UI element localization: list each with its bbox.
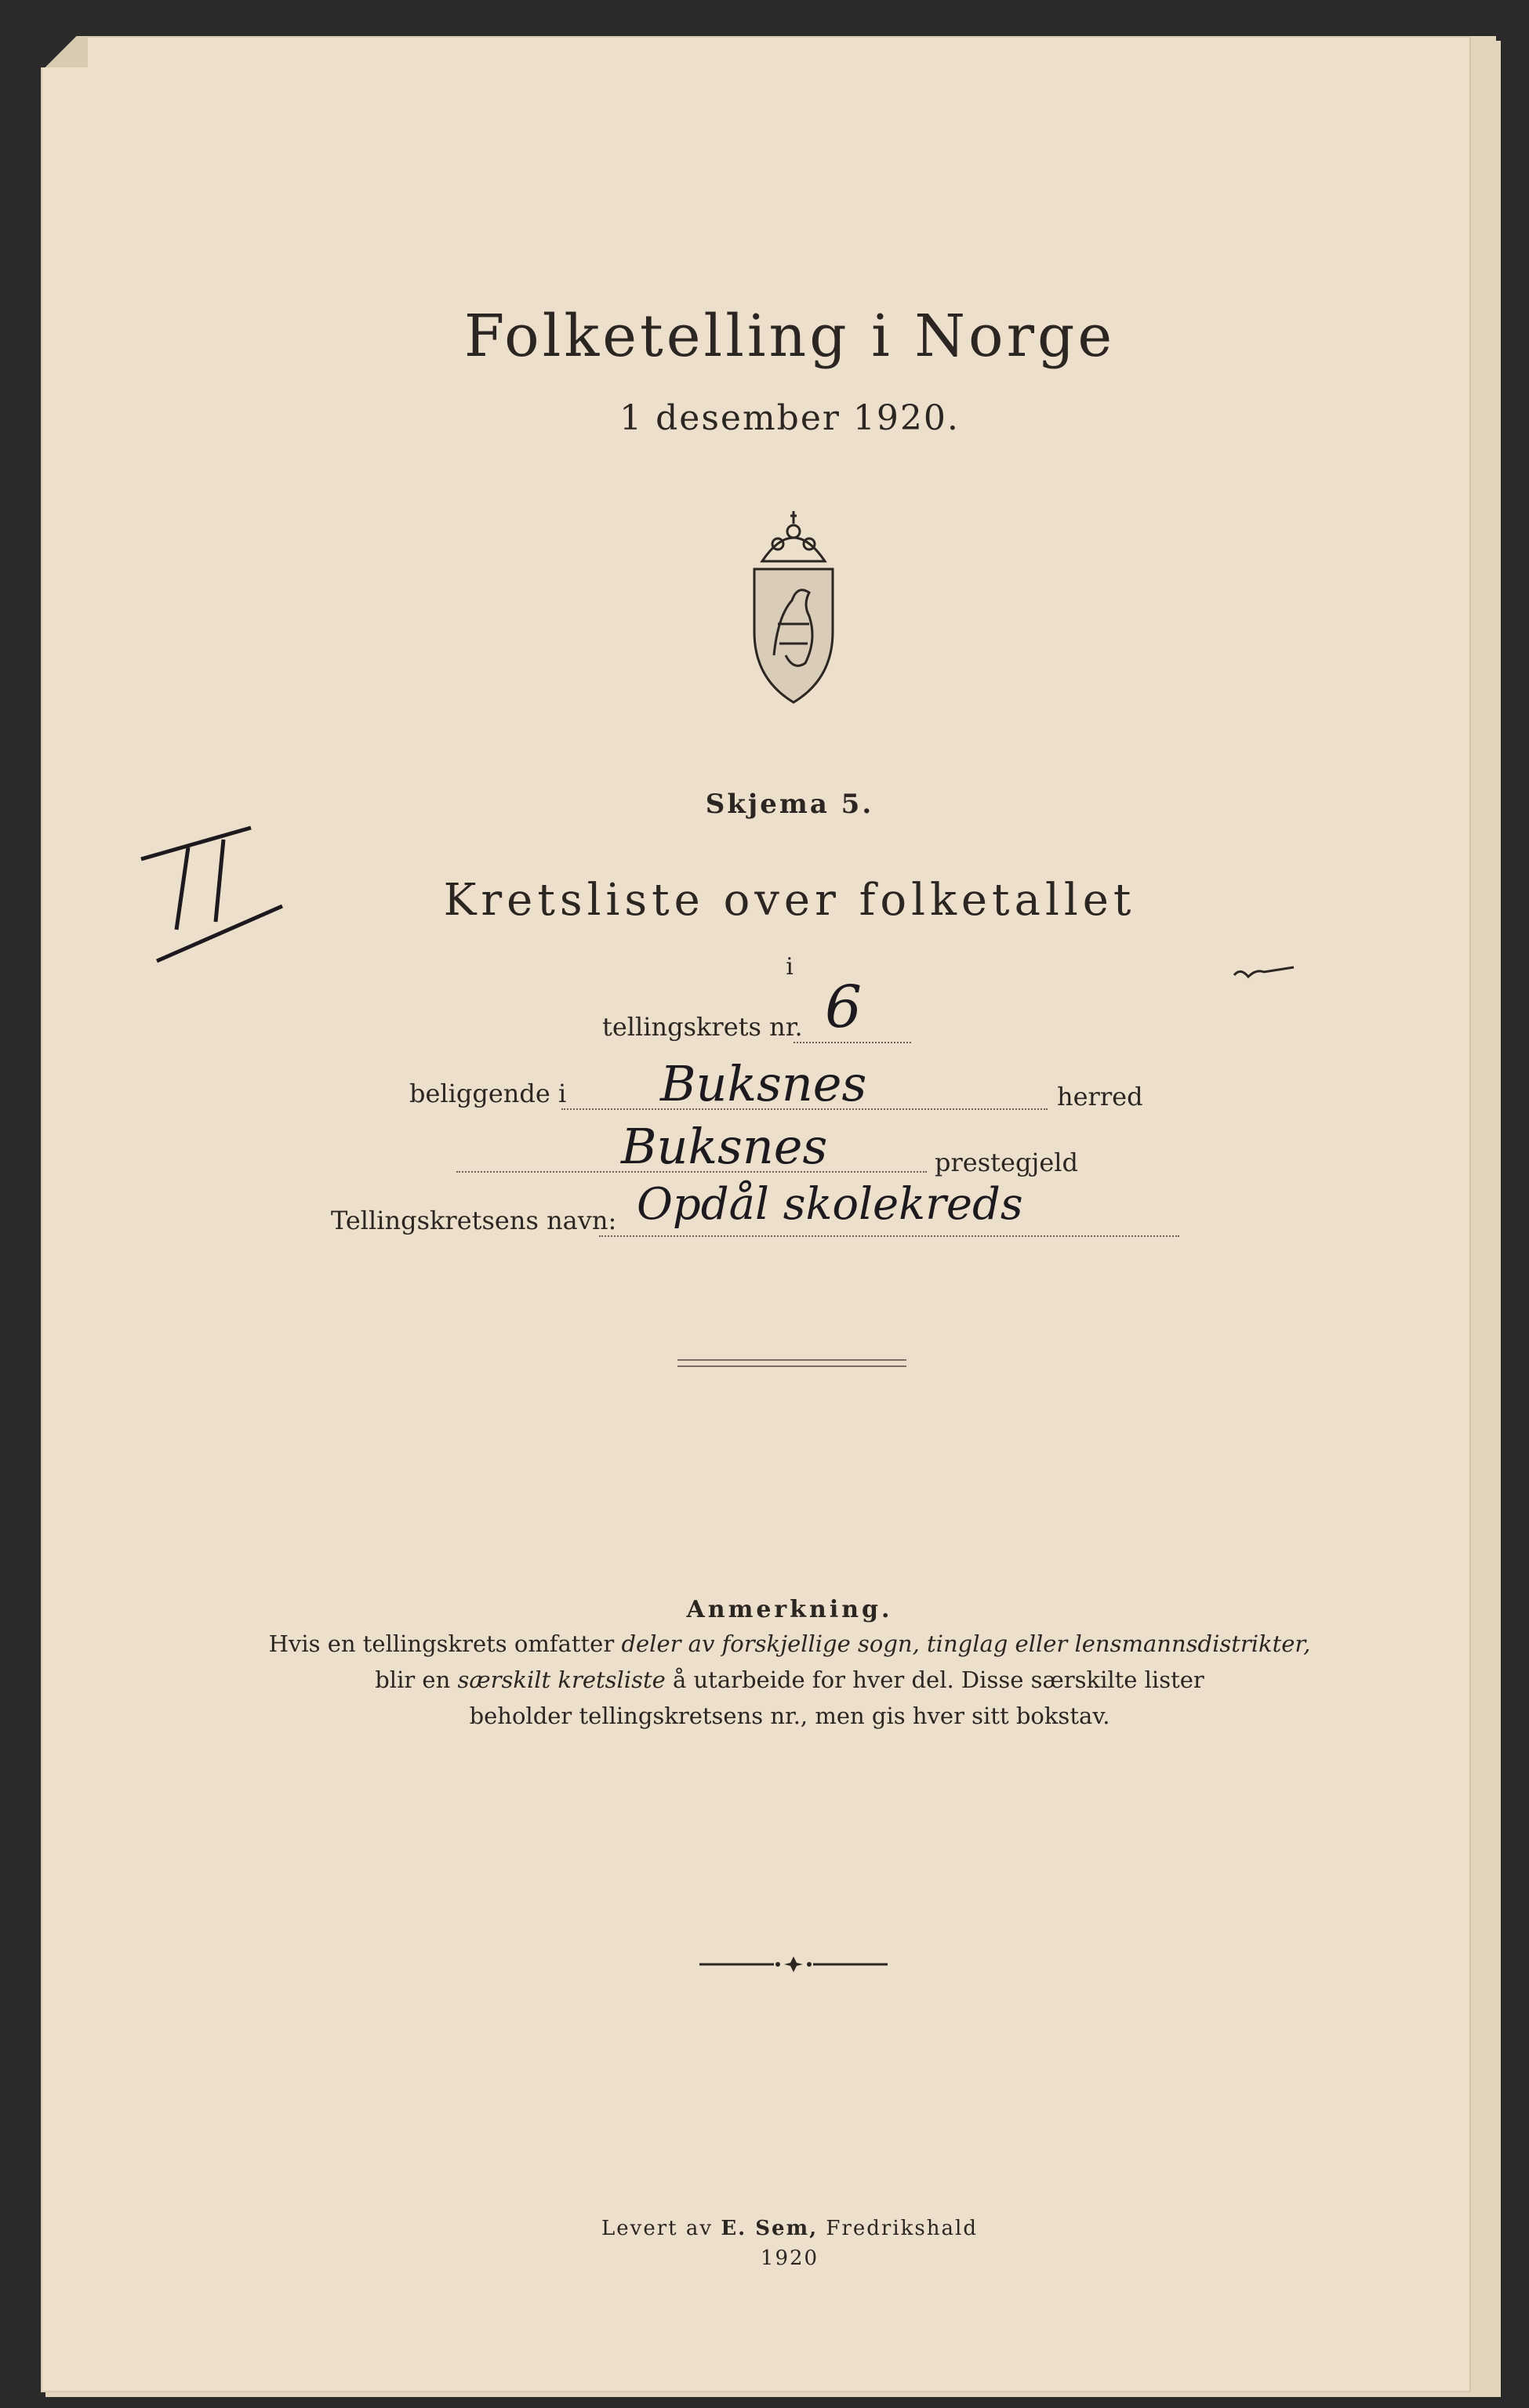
note-line-2-text-b: å utarbeide for hver del. Disse særskilte lister (665, 1666, 1204, 1693)
navn-value: Opdål skolekreds (637, 1179, 1023, 1230)
printer-year: 1920 (760, 2247, 819, 2270)
form-heading: Kretsliste over folketallet (443, 875, 1136, 926)
krets-value: 6 (825, 974, 863, 1041)
margin-numeral-mark (133, 812, 306, 985)
printer-place: Fredrikshald (818, 2217, 978, 2240)
norwegian-coat-of-arms-icon (731, 506, 856, 710)
navn-line (599, 1235, 1179, 1237)
navn-label: Tellingskretsens navn: (331, 1206, 617, 1235)
census-date: 1 desember 1920. (619, 398, 960, 438)
pencil-mark-icon (1233, 961, 1295, 985)
note-line-2 (41, 1662, 1496, 1698)
note-line-1-emphasis: deler av forskjellige sogn, tinglag eller lensmannsdistrikter, (621, 1630, 1311, 1657)
preposition-label: i (786, 953, 794, 981)
krets-label: tellingskrets nr. (602, 1012, 803, 1042)
beliggende-value: Buksnes (660, 1055, 867, 1112)
prestegjeld-value: Buksnes (621, 1118, 828, 1175)
folded-corner (41, 36, 88, 67)
note-line-2-emphasis: særskilt kretsliste (457, 1666, 666, 1693)
printer-prefix: Levert av (601, 2217, 721, 2240)
form-number: Skjema 5. (705, 789, 874, 820)
note-heading: Anmerkning. (686, 1596, 893, 1623)
page-edge (1469, 36, 1496, 2392)
printer-name: E. Sem, (721, 2217, 819, 2240)
document-page (41, 36, 1496, 2392)
herred-label: herred (1057, 1082, 1143, 1112)
note-line-3: beholder tellingskretsens nr., men gis hver sitt bokstav. (469, 1703, 1110, 1729)
beliggende-label: beliggende i (409, 1079, 567, 1108)
note-line-1-text: Hvis en tellingskrets omfatter (268, 1630, 622, 1657)
printer-imprint (41, 2217, 1496, 2240)
ornament-divider-icon (699, 1955, 888, 1974)
document-title: Folketelling i Norge (463, 303, 1116, 370)
note-line-1 (41, 1626, 1496, 1662)
note-line-2-text-a: blir en (375, 1666, 458, 1693)
double-rule-divider (677, 1359, 906, 1367)
krets-line (794, 1042, 911, 1043)
prestegjeld-label: prestegjeld (935, 1148, 1078, 1177)
